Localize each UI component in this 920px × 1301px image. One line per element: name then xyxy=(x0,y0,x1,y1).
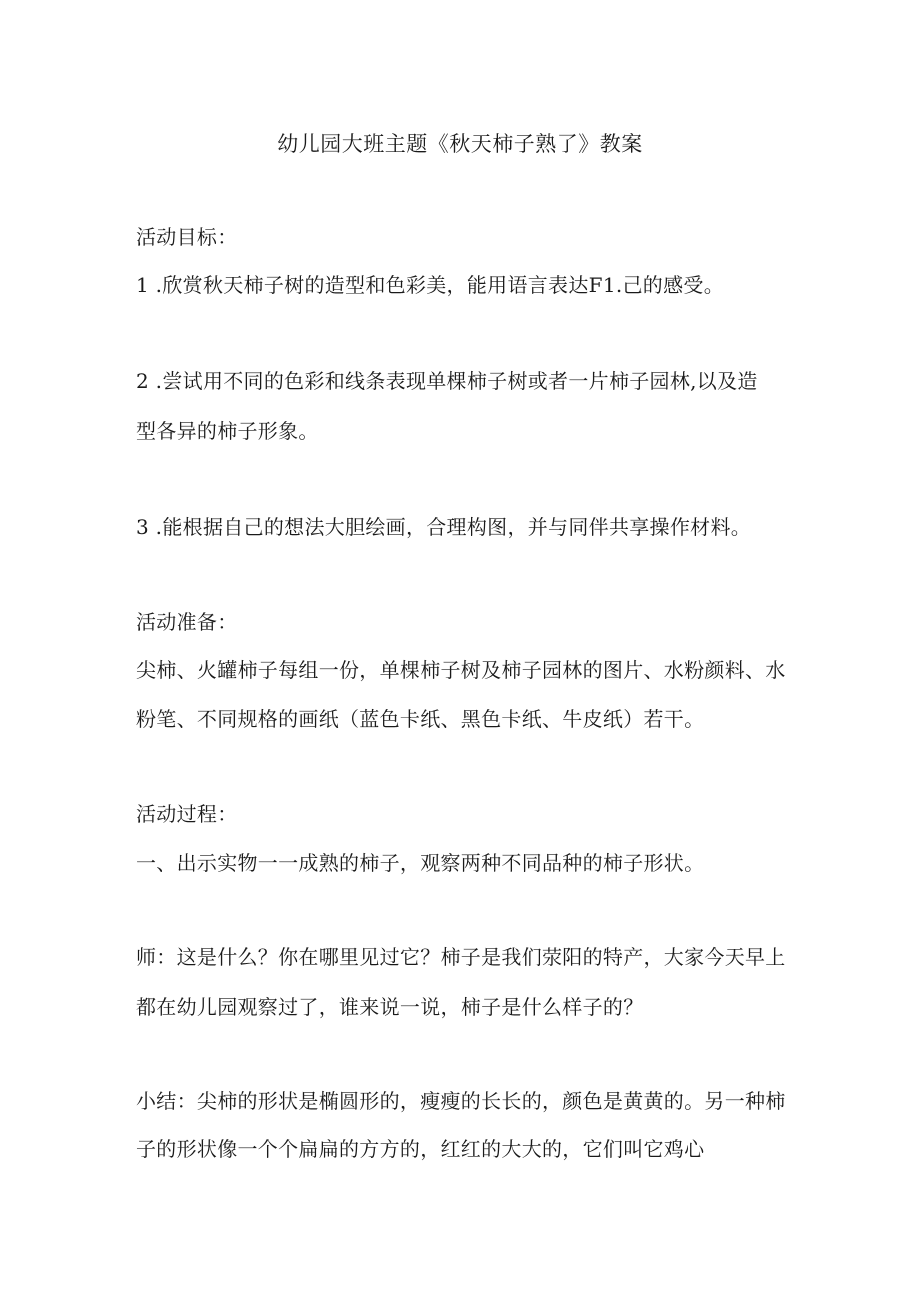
prep-line-2: 粉笔、不同规格的画纸（蓝色卡纸、黑色卡纸、牛皮纸）若干。 xyxy=(136,707,705,731)
document-title: 幼儿园大班主题《秋天柿子熟了》教案 xyxy=(277,132,643,156)
goal-item-2-line-2: 型各异的柿子形象。 xyxy=(136,419,319,443)
summary-line-1: 小结：尖柿的形状是椭圆形的，瘦瘦的长长的，颜色是黄黄的。另一种柿 xyxy=(136,1089,786,1113)
process-step-1: 一、出示实物一一成熟的柿子，观察两种不同品种的柿子形状。 xyxy=(136,851,705,875)
prep-line-1: 尖柿、火罐柿子每组一份，单棵柿子树及柿子园林的图片、水粉颜料、水 xyxy=(136,658,786,682)
teacher-line-1: 师：这是什么？你在哪里见过它？柿子是我们荥阳的特产，大家今天早上 xyxy=(136,945,786,969)
summary-line-2: 子的形状像一个个扁扁的方方的，红红的大大的，它们叫它鸡心 xyxy=(136,1137,705,1161)
goal-item-2-line-1: 2 .尝试用不同的色彩和线条表现单棵柿子树或者一片柿子园林,以及造 xyxy=(136,369,758,393)
teacher-line-2: 都在幼儿园观察过了，谁来说一说，柿子是什么样子的？ xyxy=(136,995,644,1019)
goals-heading: 活动目标： xyxy=(136,225,238,249)
goal-item-3: 3 .能根据自己的想法大胆绘画，合理构图，并与同伴共享操作材料。 xyxy=(136,515,752,539)
prep-heading: 活动准备： xyxy=(136,610,238,634)
goal-item-1: 1 .欣赏秋天柿子树的造型和色彩美，能用语言表达F1.己的感受。 xyxy=(136,273,724,297)
process-heading: 活动过程： xyxy=(136,802,238,826)
